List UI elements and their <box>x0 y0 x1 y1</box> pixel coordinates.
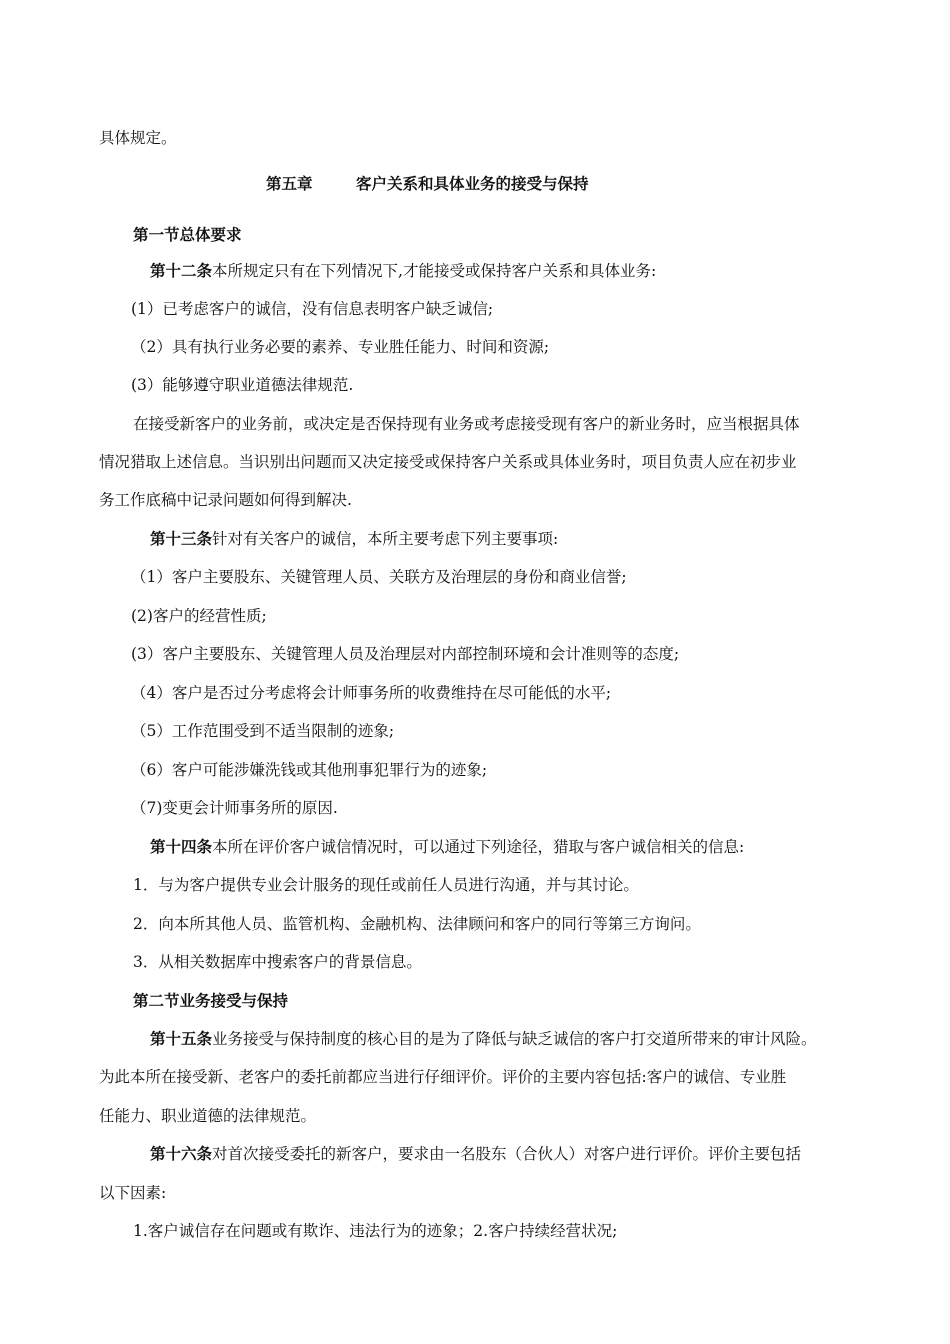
paragraph-line: 在接受新客户的业务前，或决定是否保持现有业务或考虑接受现有客户的新业务时，应当根据具体 <box>133 415 800 433</box>
list-item: 1.客户诚信存在问题或有欺诈、违法行为的迹象；2.客户持续经营状况; <box>133 1222 618 1240</box>
section-title: 第二节业务接受与保持 <box>133 992 289 1010</box>
list-item: （5）工作范围受到不适当限制的迹象; <box>131 722 395 740</box>
article-label: 第十二条 <box>150 262 213 280</box>
article-text: 业务接受与保持制度的核心目的是为了降低与缺乏诚信的客户打交道所带来的审计风险。 <box>212 1030 817 1048</box>
article-label: 第十四条 <box>150 838 213 856</box>
list-item: 3．从相关数据库中搜索客户的背景信息。 <box>133 953 422 971</box>
chapter-number: 第五章 <box>266 175 313 193</box>
paragraph-line: 为此本所在接受新、老客户的委托前都应当进行仔细评价。评价的主要内容包括:客户的诚信、专业胜 <box>99 1068 787 1086</box>
list-item: （4）客户是否过分考虑将会计师事务所的收费维持在尽可能低的水平; <box>131 684 612 702</box>
paragraph-line: 务工作底稿中记录问题如何得到解决. <box>99 491 352 509</box>
section-title: 第一节总体要求 <box>133 226 242 244</box>
list-item: 2．向本所其他人员、监管机构、金融机构、法律顾问和客户的同行等第三方询问。 <box>133 915 701 933</box>
list-item: (1）已考虑客户的诚信，没有信息表明客户缺乏诚信; <box>131 300 494 318</box>
article-16 <box>0 1143 950 1165</box>
article-15 <box>0 1028 950 1050</box>
list-item: (3）能够遵守职业道德法律规范. <box>131 376 354 394</box>
list-item: （7)变更会计师事务所的原因. <box>131 799 338 817</box>
list-item: （1）客户主要股东、关键管理人员、关联方及治理层的身份和商业信誉; <box>131 568 627 586</box>
article-13 <box>0 528 950 550</box>
article-12 <box>0 260 950 282</box>
list-item: (3）客户主要股东、关键管理人员及治理层对内部控制环境和会计准则等的态度; <box>131 645 680 663</box>
article-14 <box>0 836 950 858</box>
article-text: 本所在评价客户诚信情况时，可以通过下列途径，猎取与客户诚信相关的信息: <box>212 838 745 856</box>
paragraph-line: 情况猎取上述信息。当识别出问题而又决定接受或保持客户关系或具体业务时，项目负责人应在初步业 <box>99 453 797 471</box>
article-text: 本所规定只有在下列情况下,才能接受或保持客户关系和具体业务: <box>212 262 657 280</box>
previous-text-tail: 具体规定。 <box>99 129 177 147</box>
article-text: 对首次接受委托的新客户，要求由一名股东（合伙人）对客户进行评价。评价主要包括 <box>212 1145 802 1163</box>
list-item: （2）具有执行业务必要的素养、专业胜任能力、时间和资源; <box>131 338 550 356</box>
article-text: 针对有关客户的诚信，本所主要考虑下列主要事项: <box>212 530 559 548</box>
paragraph-line: 任能力、职业道德的法律规范。 <box>99 1107 317 1125</box>
article-label: 第十三条 <box>150 530 213 548</box>
list-item: 1．与为客户提供专业会计服务的现任或前任人员进行沟通，并与其讨论。 <box>133 876 639 894</box>
article-label: 第十五条 <box>150 1030 213 1048</box>
article-label: 第十六条 <box>150 1145 213 1163</box>
list-item: （6）客户可能涉嫌洗钱或其他刑事犯罪行为的迹象; <box>131 761 488 779</box>
paragraph-line: 以下因素: <box>99 1184 167 1202</box>
chapter-title: 客户关系和具体业务的接受与保持 <box>356 175 589 193</box>
list-item: (2)客户的经营性质; <box>131 607 267 625</box>
